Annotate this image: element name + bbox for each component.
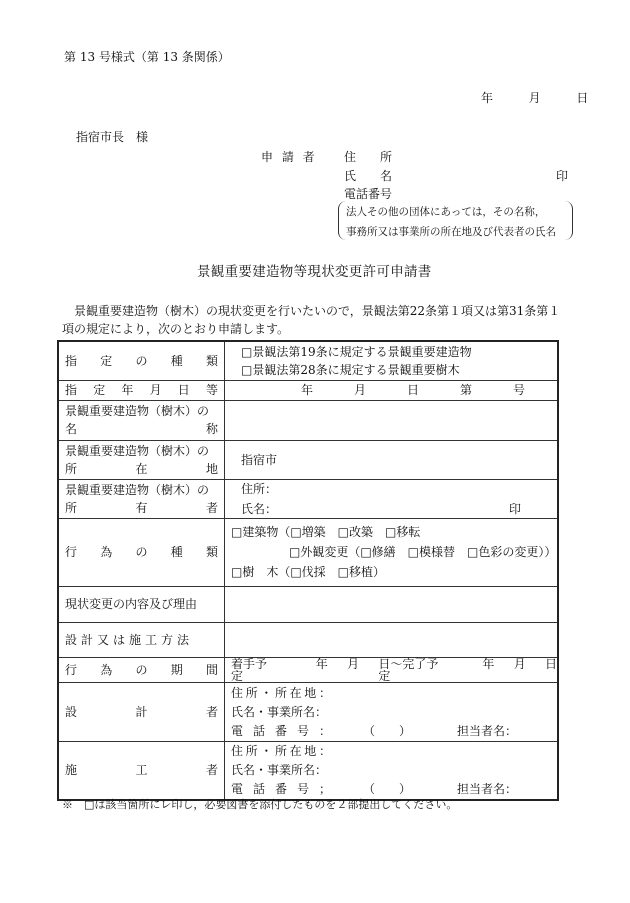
organization-note-line2: 事務所又は事業所の所在地及び代表者の氏名 <box>346 226 556 238</box>
date-month: 月 <box>528 91 541 105</box>
contractor-tel-paren: （ ） <box>363 782 412 797</box>
value-designation-date[interactable]: 年 月 日 第 号 <box>225 380 559 400</box>
contractor-office-label: 氏名・事業所名： <box>231 763 328 778</box>
value-property-owner[interactable] <box>225 479 559 518</box>
row-designation-type <box>58 341 558 380</box>
footnote: ※ □は該当箇所にレ印し，必要図書を添付したものを２部提出してください。 <box>62 798 458 811</box>
checkbox-option-tree[interactable]: □景観法第28条に規定する景観重要樹木 <box>241 362 460 377</box>
checkbox-group-building[interactable]: □建築物（□増築 □改築 □移転 <box>231 525 421 539</box>
owner-address-label: 住所： <box>241 481 278 496</box>
value-change-details[interactable] <box>225 586 559 622</box>
row-act-type <box>58 518 558 586</box>
label-property-location: 景観重要建造物（樹木）の 所 在 地 <box>58 440 225 479</box>
label-property-owner: 景観重要建造物（樹木）の 所 有 者 <box>58 479 225 518</box>
label-change-details: 現状変更の内容及び理由 <box>58 586 225 622</box>
intro-text-line1: 景観重要建造物（樹木）の現状変更を行いたいので，景観法第22条第１項又は第31条第１ <box>62 304 561 318</box>
owner-seal: 印 <box>508 501 521 516</box>
designer-contact-label: 担当者名： <box>457 723 518 738</box>
applicant-seal: 印 <box>556 169 569 183</box>
value-property-name[interactable] <box>225 400 559 440</box>
value-property-location[interactable]: 指宿市 <box>225 440 559 479</box>
checkbox-option-building[interactable]: □景観法第19条に規定する景観重要建造物 <box>241 344 472 359</box>
row-property-name <box>58 400 558 440</box>
form-number: 第 13 号様式（第 13 条関係） <box>64 50 230 64</box>
applicant-label: 申 請 者 <box>261 150 318 164</box>
row-property-owner <box>58 479 558 518</box>
designer-office-label: 氏名・事業所名： <box>231 704 328 719</box>
row-property-location <box>58 440 558 479</box>
row-method <box>58 622 558 657</box>
applicant-address-label: 住 所 <box>344 150 393 164</box>
row-contractor <box>58 741 558 800</box>
checkbox-group-exterior[interactable]: □外観変更（□修繕 □模様替 □色彩の変更）） <box>289 545 557 559</box>
label-method: 設計又は施工方法 <box>58 622 225 657</box>
owner-name-label: 氏名： <box>241 501 278 516</box>
contractor-contact-label: 担当者名： <box>457 782 518 797</box>
designer-address-label: 住 所 ・ 所 在 地 ： <box>231 685 331 700</box>
applicant-tel-label: 電話番号 <box>344 187 393 201</box>
value-contractor[interactable] <box>225 741 559 800</box>
designer-tel-label: 電 話 番 号 ： <box>231 723 331 738</box>
label-designation-type: 指 定 の 種 類 <box>58 341 225 380</box>
contractor-address-label: 住 所 ・ 所 在 地 ： <box>231 744 331 759</box>
value-period[interactable]: 着手予定 年 月 日～完了予定 年 月 日 <box>225 657 559 682</box>
label-act-type: 行 為 の 種 類 <box>58 518 225 586</box>
addressee: 指宿市長 様 <box>76 130 149 144</box>
value-designation-type <box>225 341 559 380</box>
application-date <box>481 92 588 104</box>
document-title: 景観重要建造物等現状変更許可申請書 <box>197 264 432 280</box>
label-contractor: 施 工 者 <box>58 741 225 800</box>
applicant-name-label: 氏 名 <box>344 169 393 183</box>
row-designation-date <box>58 380 558 400</box>
row-change-details <box>58 586 558 622</box>
designer-tel-paren: （ ） <box>363 723 412 738</box>
date-day: 日 <box>576 91 589 105</box>
row-designer <box>58 682 558 741</box>
application-form-table <box>57 340 559 801</box>
date-year: 年 <box>481 91 494 105</box>
label-designer: 設 計 者 <box>58 682 225 741</box>
value-act-type <box>225 518 559 586</box>
row-period <box>58 657 558 682</box>
value-method[interactable] <box>225 622 559 657</box>
label-property-name: 景観重要建造物（樹木）の 名 称 <box>58 400 225 440</box>
label-designation-date: 指 定 年 月 日 等 <box>58 380 225 400</box>
value-designer[interactable] <box>225 682 559 741</box>
checkbox-group-tree[interactable]: □樹 木（□伐採 □移植） <box>231 565 386 579</box>
contractor-tel-label: 電 話 番 号 ； <box>231 782 331 797</box>
intro-text-line2: 項の規定により，次のとおり申請します。 <box>62 322 290 336</box>
label-period: 行 為 の 期 間 <box>58 657 225 682</box>
organization-note-line1: 法人その他の団体にあっては，その名称， <box>346 206 546 218</box>
